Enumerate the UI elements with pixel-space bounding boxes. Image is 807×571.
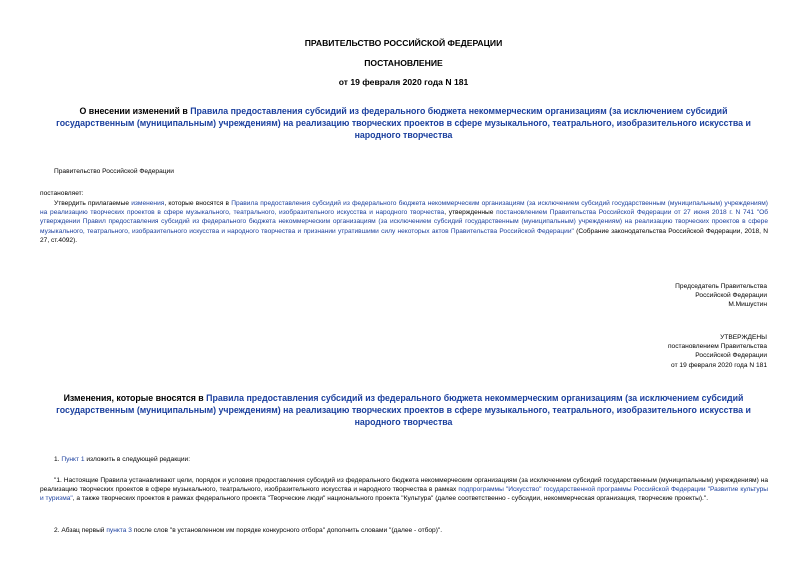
point-3-link[interactable]: пункта 3	[106, 527, 132, 534]
changes-link[interactable]: изменения	[131, 200, 165, 207]
signature-position: Председатель Правительства	[675, 283, 767, 290]
approved-date: от 19 февраля 2020 года N 181	[671, 361, 767, 369]
issuer: Правительство Российской Федерации	[54, 168, 174, 175]
title-prefix: О внесении изменений в	[79, 106, 191, 116]
p1-text-c: , утвержденные	[444, 209, 497, 217]
c1-text-b: изложить в следующей редакции:	[84, 456, 191, 463]
p1-text-b: , которые вносятся в	[164, 200, 232, 207]
changes-title-rules-link[interactable]: Правила предоставления субсидий из федерального бюджета некоммерческим организациям (за исключением субсидий государственным (муниципальным) учреждениям) на реализацию творческих проектов в сфере музыкального, театрального, изобразительного искусства и народного творчества	[56, 393, 751, 427]
quoted-point-1	[40, 476, 768, 504]
title-rules-link[interactable]: Правила предоставления субсидий из федерального бюджета некоммерческим организациям (за исключением субсидий государственным (муниципальным) учреждениям) на реализацию творческих проектов в сфере музыкального, театрального, изобразительного искусства и народного творчества	[56, 106, 751, 140]
point-1-link[interactable]: Пункт 1	[61, 456, 85, 463]
approved-by: постановлением Правительства	[667, 343, 767, 351]
c1-text-a: 1.	[54, 456, 62, 463]
resolution-paragraph	[40, 199, 768, 245]
c2-text-b: после слов "в установленном им порядке конкурсного отбора" дополнить словами "(далее - отбор)".	[131, 527, 443, 534]
signature-country: Российской Федерации	[695, 292, 767, 300]
change-item-2	[54, 526, 782, 535]
changes-title	[0, 392, 807, 428]
subprogram-art-link[interactable]: подпрограммы "Искусство" государственной программы Российской Федерации "Развитие культуры и туризма"	[40, 486, 768, 503]
changes-title-prefix: Изменения, которые вносятся в	[63, 393, 207, 403]
signature-name: М.Мишустин	[728, 301, 767, 309]
c2-text-a: 2. Абзац первый	[54, 527, 107, 534]
signature-block	[517, 282, 767, 310]
resolves-word: постановляет:	[40, 190, 84, 197]
change-item-1	[54, 455, 782, 464]
document-type: ПОСТАНОВЛЕНИЕ	[364, 58, 443, 68]
government-heading: ПРАВИТЕЛЬСТВО РОССИЙСКОЙ ФЕДЕРАЦИИ	[304, 38, 503, 48]
document-title	[0, 105, 807, 141]
p1-text-d: (Собрание законодательства Российской Федерации, 2018, N 27, ст.4092).	[40, 227, 769, 244]
p1-text-a: Утвердить прилагаемые	[54, 200, 132, 207]
decree-741-link[interactable]: постановлением Правительства Российской Федерации от 27 июня 2018 г. N 741 "Об утверждении Правил предоставления субсидий из федерального бюджета некоммерческим организациям (за исключением субсидий государственным (муниципальным) учреждениям) на реализацию творческих проектов в сфере музыкального, театрального, изобразительного искусства и народного творчества и признании утратившими силу некоторых актов Правительства Российской Федерации"	[40, 209, 769, 235]
rules-link[interactable]: Правила предоставления субсидий из федерального бюджета некоммерческим организациям (за исключением субсидий государственным (муниципальным) учреждениям) на реализацию творческих проектов в сфере музыкального, театрального, изобразительного искусства и народного творчества	[40, 200, 768, 217]
approved-block	[517, 333, 767, 370]
approved-word: УТВЕРЖДЕНЫ	[720, 334, 767, 341]
quote-text-a: "1. Настоящие Правила устанавливают цели, порядок и условия предоставления субсидий из федерального бюджета некоммерческим организациям (за исключением субсидий государственным (муниципальным) учреждениям) на реализацию творческих проектов в сфере музыкального, театрального, изобразительного искусства и народного творчества в рамках	[40, 477, 768, 494]
quote-text-b: , а также творческих проектов в рамках федерального проекта "Творческие люди" национального проекта "Культура" (далее соответственно - субсидии, некоммерческая организация, творческие проекты).".	[72, 495, 709, 503]
document-date: от 19 февраля 2020 года N 181	[338, 77, 469, 87]
approved-country: Российской Федерации	[695, 352, 767, 360]
